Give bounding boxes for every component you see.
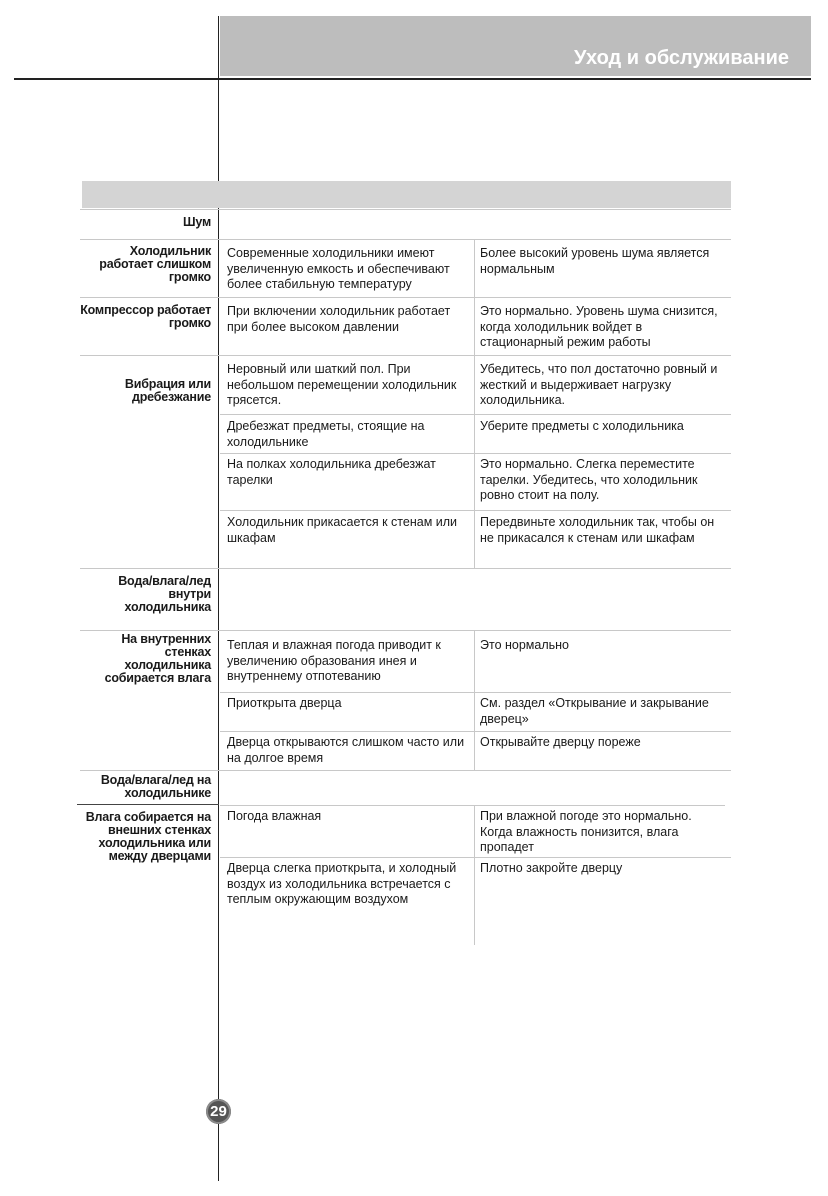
group-moisture-outside bbox=[80, 770, 731, 806]
solution-cell: Плотно закройте дверцу bbox=[480, 861, 623, 875]
solution-cell: Открывайте дверцу пореже bbox=[480, 735, 641, 749]
cause-cell: Теплая и влажная погода приводит к увеличению образования инея и внутреннему отпотеванию bbox=[227, 638, 441, 684]
row-divider bbox=[220, 692, 731, 693]
cause-cell: Дребезжат предметы, стоящие на холодильнике bbox=[227, 419, 425, 449]
solution-cell: Более высокий уровень шума является нормальным bbox=[480, 246, 710, 276]
solution-cell: При влажной погоде это нормально. Когда влажность понизится, влага пропадет bbox=[480, 809, 692, 855]
group-heading: Холодильник работает слишком громко bbox=[99, 244, 211, 284]
row-divider bbox=[220, 414, 731, 415]
solution-cell: Убедитесь, что пол достаточно ровный и жесткий и выдерживает нагрузку холодильника. bbox=[480, 362, 718, 408]
column-divider bbox=[474, 805, 475, 945]
section-header-band bbox=[220, 16, 811, 76]
column-divider bbox=[474, 239, 475, 569]
section-title: Уход и обслуживание bbox=[574, 47, 789, 69]
solution-cell: Уберите предметы с холодильника bbox=[480, 419, 684, 433]
cause-cell: Дверца слегка приоткрыта, и холодный воздух из холодильника встречается с теплым окружающим воздухом bbox=[227, 861, 457, 907]
page-number: 29 bbox=[206, 1099, 231, 1124]
solution-cell: См. раздел «Открывание и закрывание дверец» bbox=[480, 696, 709, 726]
row-divider bbox=[220, 510, 731, 511]
solution-cell: Это нормально. Уровень шума снизится, когда холодильник войдет в стационарный режим работы bbox=[480, 304, 718, 350]
cause-cell: Дверца открываются слишком часто или на долгое время bbox=[227, 735, 465, 765]
row-divider bbox=[220, 805, 725, 806]
group-heading: На внутренних стенках холодильника собирается влага bbox=[104, 632, 211, 685]
solution-cell: Передвиньте холодильник так, чтобы он не прикасался к стенам или шкафам bbox=[480, 515, 715, 545]
cause-cell: При включении холодильник работает при более высоком давлении bbox=[227, 304, 451, 334]
group-heading: Вибрация или дребезжание bbox=[124, 377, 211, 404]
row-divider bbox=[220, 857, 731, 858]
group-heading: Вода/влага/лед внутри холодильника bbox=[118, 574, 211, 614]
cause-cell: Неровный или шаткий пол. При небольшом перемещении холодильник трясется. bbox=[227, 362, 457, 408]
row-divider bbox=[220, 453, 731, 454]
group-heading: Влага собирается на внешних стенках холодильника или между дверцами bbox=[85, 810, 211, 863]
solution-cell: Это нормально. Слегка переместите тарелки. Убедитесь, что холодильник ровно стоит на полу. bbox=[480, 457, 698, 503]
cause-cell: На полках холодильника дребезжат тарелки bbox=[227, 457, 436, 487]
column-divider bbox=[474, 630, 475, 770]
cause-cell: Приоткрыта дверца bbox=[227, 696, 342, 710]
cause-cell: Современные холодильники имеют увеличенную емкость и обеспечивают более стабильную температуру bbox=[227, 246, 450, 292]
table-header-band bbox=[82, 181, 731, 208]
group-heading: Шум bbox=[183, 215, 211, 229]
group-heading: Вода/влага/лед на холодильнике bbox=[100, 773, 211, 800]
row-divider bbox=[220, 731, 731, 732]
group-noise bbox=[80, 209, 731, 240]
solution-cell: Это нормально bbox=[480, 638, 570, 652]
group-heading: Компрессор работает громко bbox=[80, 303, 211, 330]
group-moisture-inside bbox=[80, 568, 731, 631]
header-horizontal-rule bbox=[14, 78, 811, 80]
cause-cell: Холодильник прикасается к стенам или шкафам bbox=[227, 515, 458, 545]
cause-cell: Погода влажная bbox=[227, 809, 322, 823]
